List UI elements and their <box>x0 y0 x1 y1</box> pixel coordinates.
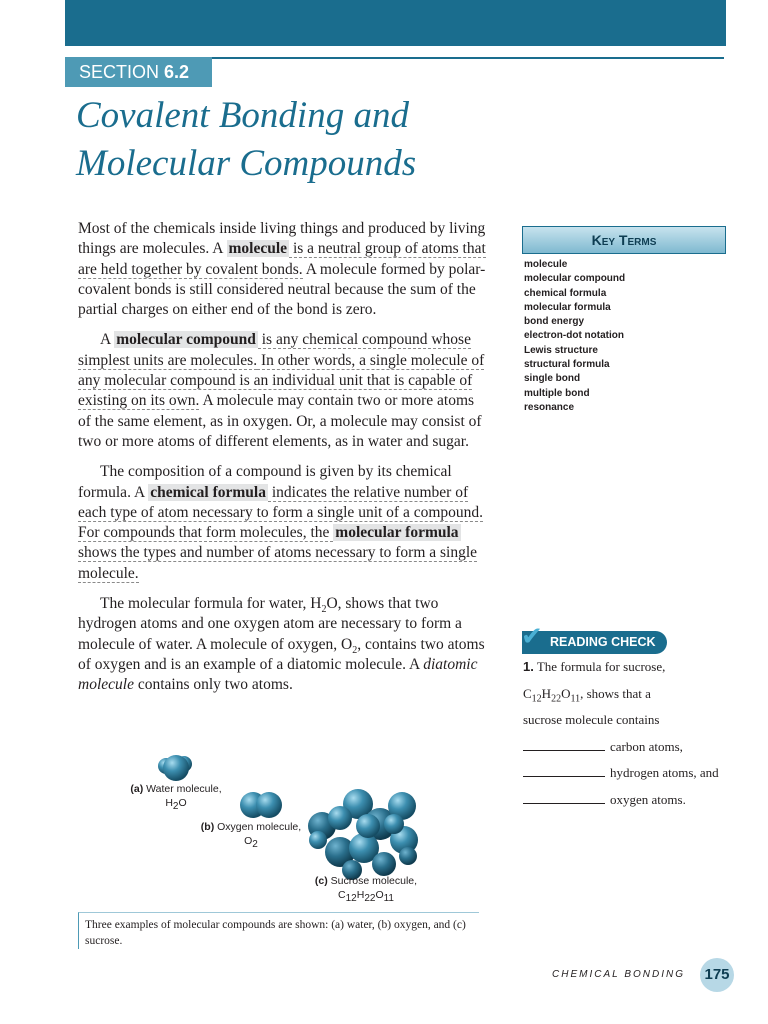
paragraph-1 <box>78 219 490 320</box>
chapter-footer: CHEMICAL BONDING <box>552 969 685 980</box>
label-a-formula: H <box>165 797 173 809</box>
key-terms-list <box>524 258 625 415</box>
title-line-2: Molecular Compounds <box>76 143 417 184</box>
key-term-item: Lewis structure <box>524 344 598 356</box>
rc-q2: , shows that a <box>580 685 651 701</box>
caption-sucrose <box>305 874 427 905</box>
p4-text-b: O, shows that two hydrogen atoms and one oxygen atom are necessary to form a molecule of water. A molecule of oxygen, O <box>78 595 462 653</box>
key-term-item: resonance <box>524 401 575 413</box>
paragraph-4 <box>78 594 490 695</box>
rc-number: 1. <box>523 659 534 674</box>
label-c-text: Sucrose molecule, <box>327 875 418 887</box>
answer-blank[interactable] <box>523 764 605 777</box>
rc-formula-o: O <box>561 685 571 701</box>
rc-blank-1-label: carbon atoms, <box>610 738 683 754</box>
header-rule <box>212 57 724 59</box>
answer-blank[interactable] <box>523 738 605 751</box>
paragraph-2 <box>78 330 490 452</box>
p1-text-c: A molecule formed by polar-covalent bonds is still considered neutral because the sum of the partial charges on either end of the bond is zero. <box>78 260 486 319</box>
main-text <box>78 219 490 706</box>
label-b-sub: 2 <box>252 839 258 851</box>
rc-formula-c-sub: 12 <box>531 693 542 705</box>
paragraph-3 <box>78 462 490 584</box>
term-diatomic-molecule: diatomic molecule <box>78 655 478 694</box>
label-b-formula: O <box>244 835 253 847</box>
p4-sub-2: 2 <box>352 644 358 656</box>
section-number: 6.2 <box>164 62 190 82</box>
label-a: (a) <box>130 783 144 795</box>
p4-text-d: contains only two atoms. <box>133 676 293 694</box>
label-a-formula-2: O <box>178 797 187 809</box>
top-banner <box>65 0 726 46</box>
page-number: 175 <box>700 958 734 992</box>
caption-water <box>118 782 234 813</box>
p3-text-c: For compounds that form molecules, the <box>78 524 334 542</box>
figure-caption: Three examples of molecular compounds are shown: (a) water, (b) oxygen, and (c) sucrose. <box>85 919 466 947</box>
oxygen-molecule-icon <box>240 792 282 818</box>
p2-definition: is any chemical compound whose simplest units are molecules. <box>78 331 471 369</box>
rc-blank-2-label: hydrogen atoms, and <box>610 765 719 780</box>
p2-text-d: A molecule may contain two or more atoms of the same element, as in oxygen. Or, a molecule may consist of two or more atoms of different elements, as in water and sugar. <box>78 392 482 450</box>
rc-blank-oxygen <box>523 787 743 814</box>
rc-q1: The formula for sucrose, <box>533 659 666 674</box>
key-term-item: single bond <box>524 373 581 385</box>
reading-check-question <box>523 654 743 813</box>
rc-blank-3-label: oxygen atoms. <box>610 791 686 807</box>
p3-text-a: The composition of a compound is given by its chemical formula. A <box>78 463 452 501</box>
key-term-item: chemical formula <box>524 287 607 299</box>
title-line-1: Covalent Bonding and <box>76 95 409 136</box>
key-term-item: multiple bond <box>524 387 590 399</box>
term-molecule: molecule <box>228 240 288 258</box>
page-title <box>76 92 676 188</box>
label-c-h: H <box>356 889 365 901</box>
label-c-o: O <box>375 889 384 901</box>
label-c-h-sub: 22 <box>364 893 376 905</box>
rc-blank-carbon <box>523 734 743 761</box>
rc-formula-c: C <box>523 685 532 701</box>
rc-formula-h: H <box>541 685 552 701</box>
label-a-text: Water molecule, <box>143 783 222 795</box>
section-word: SECTION <box>79 62 160 82</box>
p4-text-a: The molecular formula for water, H <box>100 595 322 613</box>
p4-text-c: , contains two atoms of oxygen and is an example of a diatomic molecule. A <box>78 635 485 673</box>
rc-formula-h-sub: 22 <box>551 693 562 705</box>
rc-blank-hydrogen <box>523 760 743 787</box>
caption-oxygen <box>192 820 310 851</box>
rc-line-3: sucrose molecule contains <box>523 712 660 727</box>
sucrose-molecule-icon <box>308 789 418 880</box>
p3-text-d: shows the types and number of atoms necessary to form a single molecule. <box>78 544 478 582</box>
label-c-c-sub: 12 <box>345 893 357 905</box>
key-term-item: bond energy <box>524 316 585 328</box>
label-b: (b) <box>200 821 215 833</box>
key-terms-heading: Key Terms <box>522 226 726 254</box>
answer-blank[interactable] <box>523 791 605 804</box>
key-term-item: molecule <box>524 259 568 270</box>
water-molecule-icon <box>158 755 192 781</box>
label-b-text: Oxygen molecule, <box>214 821 302 833</box>
key-term-item: molecular formula <box>524 301 611 313</box>
p2-text-c: In other words, a single molecule of any molecular compound is an individual unit that is capable of existing on its own. <box>78 351 485 410</box>
p1-definition: is a neutral group of atoms that are held together by covalent bonds. <box>78 240 486 278</box>
p1-text-a: Most of the chemicals inside living things and produced by living things are molecules. A <box>78 220 486 258</box>
p3-definition: indicates the relative number of each type of atom necessary to form a single unit of a compound. <box>78 483 484 521</box>
section-label <box>65 57 212 87</box>
rc-line-2 <box>523 681 743 708</box>
term-molecular-formula: molecular formula <box>335 524 459 542</box>
term-chemical-formula: chemical formula <box>150 483 266 501</box>
key-term-item: electron-dot notation <box>524 330 624 342</box>
reading-check-label: READING CHECK <box>522 631 667 654</box>
label-c-o-sub: 11 <box>383 893 394 905</box>
label-a-sub: 2 <box>172 801 179 813</box>
p4-sub-1: 2 <box>321 604 327 616</box>
rc-formula-o-sub: 11 <box>570 693 581 705</box>
checkmark-icon: ✔ <box>521 622 543 652</box>
label-c-c: C <box>338 889 346 901</box>
p2-text-a: A <box>100 331 115 349</box>
label-c: (c) <box>314 875 328 887</box>
term-molecular-compound: molecular compound <box>116 331 256 349</box>
key-term-item: molecular compound <box>524 273 626 285</box>
key-term-item: structural formula <box>524 359 610 371</box>
rc-line-1 <box>523 654 743 681</box>
